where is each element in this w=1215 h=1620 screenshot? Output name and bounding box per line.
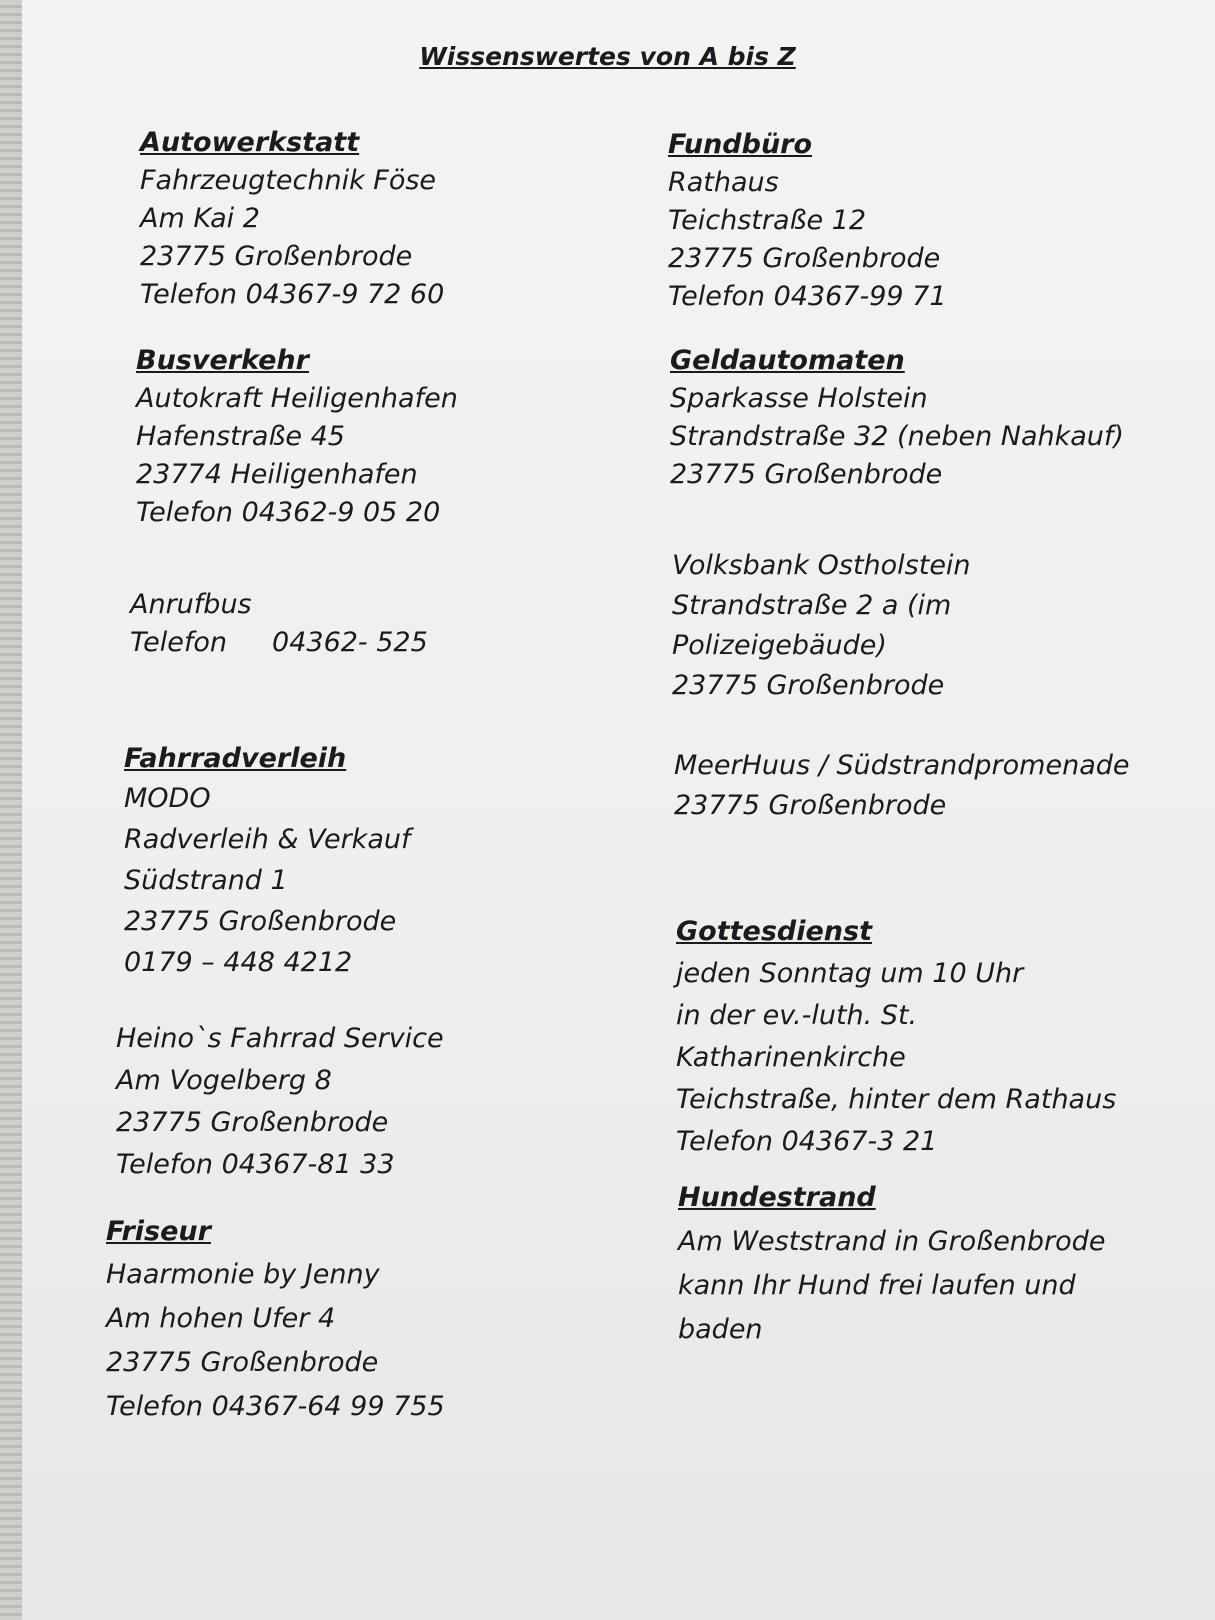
binder-edge	[0, 0, 22, 1620]
address-line: Heino`s Fahrrad Service	[116, 1023, 444, 1054]
address-line: Teichstraße 12	[668, 205, 867, 236]
address-line: kann Ihr Hund frei laufen und	[678, 1270, 1076, 1301]
address-line: Radverleih & Verkauf	[124, 824, 411, 855]
address-line: Teichstraße, hinter dem Rathaus	[676, 1084, 1117, 1115]
address-line: Rathaus	[668, 167, 779, 198]
section-volksbank	[672, 546, 971, 706]
address-line: baden	[678, 1314, 763, 1345]
section-hundestrand	[678, 1176, 1105, 1352]
section-heading: Friseur	[106, 1216, 211, 1247]
phone-line: Telefon 04367-9 72 60	[140, 279, 445, 310]
phone-number: 04362- 525	[272, 627, 428, 658]
address-line: 23775 Großenbrode	[140, 241, 413, 272]
anrufbus-label: Anrufbus	[130, 589, 252, 620]
phone-line: Telefon 04362-9 05 20	[136, 497, 441, 528]
address-line: MeerHuus / Südstrandpromenade	[674, 750, 1130, 781]
phone-line: 0179 – 448 4212	[124, 947, 353, 978]
section-autowerkstatt	[140, 124, 444, 314]
address-line: Hafenstraße 45	[136, 421, 345, 452]
page-title: Wissenswertes von A bis Z	[419, 42, 796, 71]
section-gottesdienst	[676, 911, 1116, 1163]
address-line: 23775 Großenbrode	[674, 790, 947, 821]
address-line: Autokraft Heiligenhafen	[136, 383, 458, 414]
section-busverkehr	[136, 342, 458, 532]
section-heading: Hundestrand	[678, 1182, 876, 1213]
address-line: in der ev.-luth. St.	[676, 1000, 918, 1031]
section-anrufbus	[130, 586, 428, 662]
section-heading: Busverkehr	[136, 345, 309, 376]
section-heinos-fahrrad	[116, 1018, 444, 1186]
address-line: 23775 Großenbrode	[672, 670, 945, 701]
section-geldautomaten	[670, 342, 1124, 494]
address-line: jeden Sonntag um 10 Uhr	[676, 958, 1024, 989]
section-fundbuero	[668, 126, 947, 316]
section-friseur	[106, 1210, 445, 1429]
phone-line: Telefon 04367-81 33	[116, 1149, 395, 1180]
phone-line: Telefon 04367-99 71	[668, 281, 947, 312]
phone-line: Telefon 04367-3 21	[676, 1126, 938, 1157]
address-line: Strandstraße 2 a (im	[672, 590, 952, 621]
address-line: 23775 Großenbrode	[124, 906, 397, 937]
address-line: 23775 Großenbrode	[106, 1347, 379, 1378]
address-line: Am Kai 2	[140, 203, 260, 234]
address-line: 23775 Großenbrode	[670, 459, 943, 490]
section-heading: Geldautomaten	[670, 345, 905, 376]
section-heading: Fahrradverleih	[124, 743, 347, 774]
address-line: 23775 Großenbrode	[116, 1107, 389, 1138]
section-heading: Autowerkstatt	[140, 127, 360, 158]
phone-line	[130, 624, 428, 662]
section-heading: Gottesdienst	[676, 916, 873, 947]
address-line: Strandstraße 32 (neben Nahkauf)	[670, 421, 1124, 452]
address-line: Katharinenkirche	[676, 1042, 906, 1073]
address-line: Südstrand 1	[124, 865, 288, 896]
section-meerhuus	[674, 746, 1130, 826]
address-line: Sparkasse Holstein	[670, 383, 928, 414]
address-line: Am Weststrand in Großenbrode	[678, 1226, 1106, 1257]
address-line: 23775 Großenbrode	[668, 243, 941, 274]
phone-line: Telefon 04367-64 99 755	[106, 1391, 445, 1422]
phone-label: Telefon	[130, 627, 228, 658]
address-line: Am hohen Ufer 4	[106, 1303, 336, 1334]
address-line: MODO	[124, 783, 211, 814]
address-line: Am Vogelberg 8	[116, 1065, 332, 1096]
address-line: Polizeigebäude)	[672, 630, 887, 661]
address-line: Volksbank Ostholstein	[672, 550, 971, 581]
address-line: Haarmonie by Jenny	[106, 1259, 380, 1290]
address-line: 23774 Heiligenhafen	[136, 459, 418, 490]
address-line: Fahrzeugtechnik Föse	[140, 165, 437, 196]
section-heading: Fundbüro	[668, 129, 813, 160]
section-fahrradverleih	[124, 740, 410, 983]
